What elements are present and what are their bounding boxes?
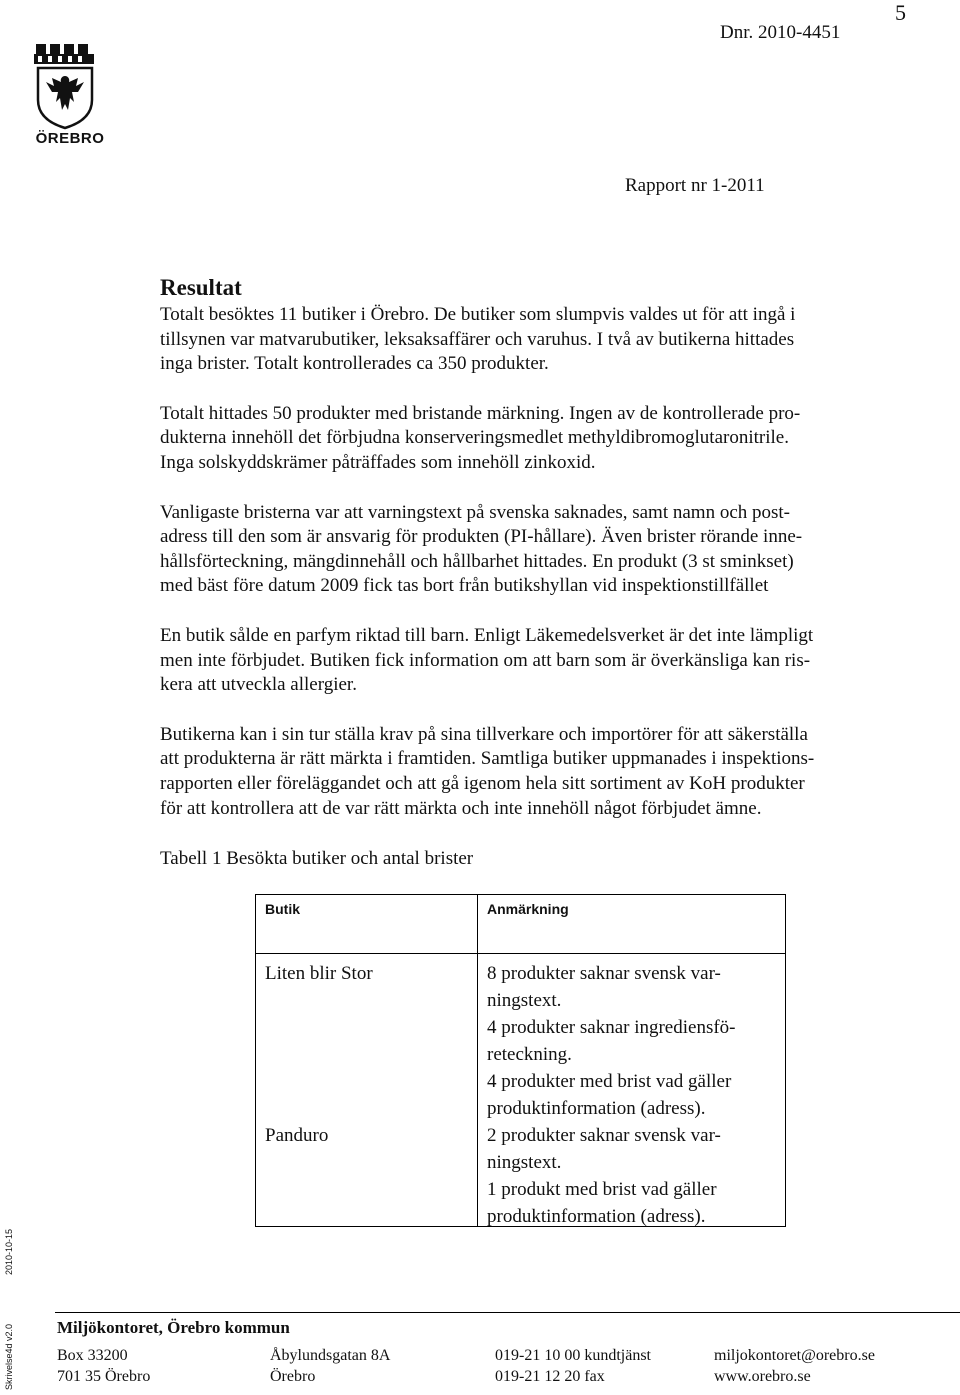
text-line: Inga solskyddskrämer påträffades som innehöll zinkoxid. bbox=[160, 451, 596, 473]
table-caption: Tabell 1 Besökta butiker och antal brister bbox=[160, 848, 474, 869]
document-number: Dnr. 2010-4451 bbox=[720, 22, 841, 43]
paragraph-2 bbox=[160, 402, 880, 476]
footer-email[interactable]: miljokontoret@orebro.se bbox=[714, 1347, 875, 1364]
coat-of-arms-icon bbox=[32, 40, 102, 130]
footer-line: Åbylundsgatan 8A bbox=[270, 1347, 391, 1364]
cell-line: 4 produkter med brist vad gäller bbox=[487, 1071, 732, 1092]
page-number: 5 bbox=[895, 0, 906, 25]
paragraph-5 bbox=[160, 723, 880, 821]
body-content bbox=[160, 273, 880, 821]
cell-line: produktinformation (adress). bbox=[487, 1206, 706, 1227]
cell-line: 4 produkter saknar ingrediensfö- bbox=[487, 1017, 736, 1038]
stores-table bbox=[255, 894, 785, 1227]
side-date: 2010-10-15 bbox=[4, 1228, 14, 1275]
footer-postal-address bbox=[57, 1345, 150, 1387]
report-number: Rapport nr 1-2011 bbox=[625, 175, 765, 196]
text-line: Vanligaste bristerna var att varningstext på svenska saknades, samt namn och post- bbox=[160, 501, 790, 523]
cell-butik: Panduro bbox=[265, 1125, 329, 1146]
cell-anmarkning bbox=[487, 960, 787, 1122]
text-line: med bäst före datum 2009 fick tas bort från butikshyllan vid inspektionstillfället bbox=[160, 575, 769, 597]
footer-organization: Miljökontoret, Örebro kommun bbox=[57, 1318, 290, 1337]
cell-line: produktinformation (adress). bbox=[487, 1098, 706, 1119]
text-line: hållsförteckning, mängdinnehåll och hållbarhet hittades. En produkt (3 st sminkset) bbox=[160, 550, 794, 572]
orebro-logo bbox=[32, 40, 105, 152]
text-line: att produkterna är rätt märkta i framtiden. Samtliga butiker uppmanades i inspektions- bbox=[160, 748, 815, 770]
footer-contact-web bbox=[714, 1345, 875, 1387]
column-header-butik: Butik bbox=[265, 901, 300, 917]
footer-line: Örebro bbox=[270, 1368, 316, 1385]
text-line: tillsynen var matvarubutiker, leksaksaffärer och varuhus. I två av butikerna hittades bbox=[160, 328, 795, 350]
paragraph-1 bbox=[160, 303, 880, 377]
paragraph-3 bbox=[160, 501, 880, 599]
cell-line: ningstext. bbox=[487, 990, 562, 1011]
footer-line: 701 35 Örebro bbox=[57, 1368, 151, 1385]
text-line: Totalt hittades 50 produkter med bristande märkning. Ingen av de kontrollerade pro- bbox=[160, 402, 801, 424]
cell-line: reteckning. bbox=[487, 1044, 572, 1065]
column-header-anmarkning: Anmärkning bbox=[487, 901, 569, 917]
text-line: kera att utveckla allergier. bbox=[160, 674, 357, 696]
side-template-id: Skrivelse4d v2.0 bbox=[4, 1323, 14, 1390]
footer-line: Box 33200 bbox=[57, 1347, 128, 1364]
text-line: inga brister. Totalt kontrollerades ca 350 produkter. bbox=[160, 353, 549, 375]
footer-visiting-address bbox=[270, 1345, 390, 1387]
text-line: Butikerna kan i sin tur ställa krav på sina tillverkare och importörer för att säkerställa bbox=[160, 723, 808, 745]
footer-line: 019-21 12 20 fax bbox=[495, 1368, 605, 1385]
footer-line: 019-21 10 00 kundtjänst bbox=[495, 1347, 651, 1364]
footer-phone bbox=[495, 1345, 651, 1387]
footer-website[interactable]: www.orebro.se bbox=[714, 1368, 811, 1385]
text-line: rapporten eller föreläggandet och att gå igenom hela sitt sortiment av KoH produkter bbox=[160, 772, 805, 794]
section-heading: Resultat bbox=[160, 275, 242, 300]
cell-line: 8 produkter saknar svensk var- bbox=[487, 963, 721, 984]
logo-text: ÖREBRO bbox=[35, 130, 105, 147]
text-line: Totalt besöktes 11 butiker i Örebro. De butiker som slumpvis valdes ut för att ingå i bbox=[160, 304, 796, 325]
cell-line: 2 produkter saknar svensk var- bbox=[487, 1125, 721, 1146]
table-header-row bbox=[255, 894, 785, 954]
footer-divider bbox=[55, 1312, 960, 1313]
text-line: för att kontrollera att de var rätt märkta och inte innehöll något förbjudet ämne. bbox=[160, 797, 762, 819]
cell-butik: Liten blir Stor bbox=[265, 963, 373, 984]
text-line: men inte förbjudet. Butiken fick information om att barn som är överkänsliga kan ris- bbox=[160, 649, 811, 671]
table-border-bottom bbox=[255, 1226, 785, 1227]
cell-anmarkning bbox=[487, 1122, 787, 1230]
text-line: En butik sålde en parfym riktad till barn. Enligt Läkemedelsverket är det inte lämpligt bbox=[160, 624, 814, 646]
text-line: dukterna innehöll det förbjudna konserveringsmedlet methyldibromoglutaronitrile. bbox=[160, 427, 789, 449]
paragraph-4 bbox=[160, 624, 880, 698]
cell-line: 1 produkt med brist vad gäller bbox=[487, 1179, 717, 1200]
cell-line: ningstext. bbox=[487, 1152, 562, 1173]
text-line: adress till den som är ansvarig för produkten (PI-hållare). Även brister rörande inne- bbox=[160, 526, 803, 548]
